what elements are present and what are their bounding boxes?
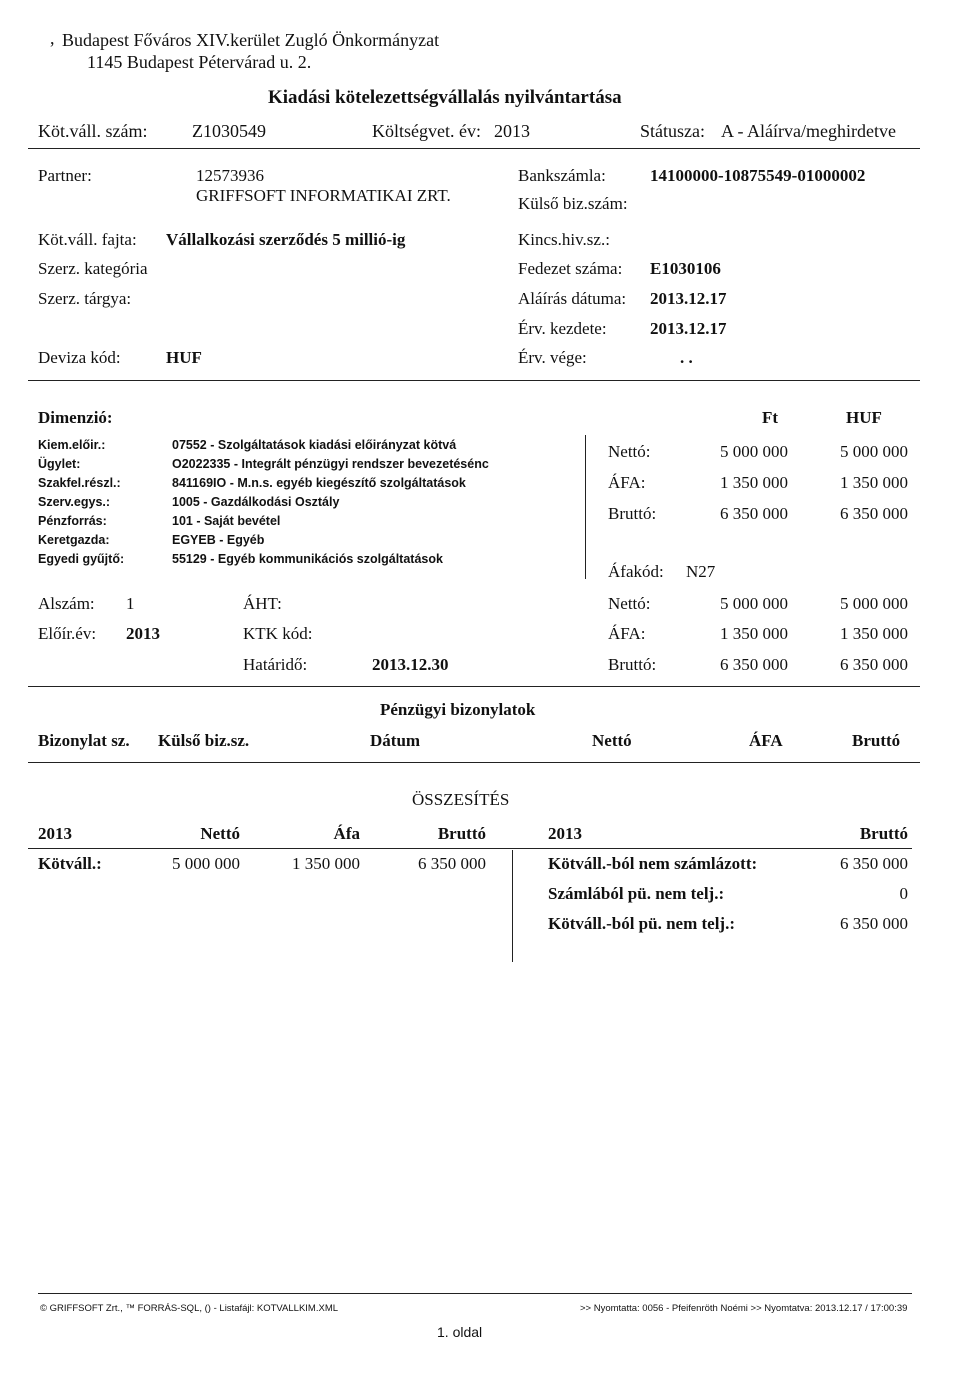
osszesites-col-netto: Nettó — [200, 824, 240, 843]
bullet-mark: , — [50, 28, 55, 48]
fajta-value: Vállalkozási szerződés 5 millió-ig — [166, 230, 406, 249]
erv-vege-value: . . — [680, 348, 693, 367]
footer-left: © GRIFFSOFT Zrt., ™ FORRÁS-SQL, () - Listafájl: KOTVALLKIM.XML — [40, 1303, 339, 1314]
aht-label: ÁHT: — [243, 594, 282, 613]
dimenzio-amount-ft: 5 000 000 — [720, 442, 788, 461]
alszam-amount-label: ÁFA: — [608, 624, 646, 643]
afakod-label: Áfakód: — [608, 562, 664, 581]
osszesites-left-year: 2013 — [38, 824, 72, 843]
dimenzio-key: Ügylet: — [38, 457, 81, 471]
osszesites-col-brutto: Bruttó — [437, 824, 486, 843]
kotvall-szam-value: Z1030549 — [192, 121, 266, 141]
dimenzio-amount-huf: 5 000 000 — [840, 442, 908, 461]
partner-label: Partner: — [38, 166, 92, 185]
kategoria-label: Szerz. kategória — [38, 259, 148, 278]
kincs-label: Kincs.hiv.sz.: — [518, 230, 610, 249]
penzugyi-title: Pénzügyi bizonylatok — [380, 700, 536, 719]
alairas-value: 2013.12.17 — [650, 289, 727, 308]
col-afa: ÁFA — [749, 731, 783, 750]
partner-id: 12573936 — [196, 166, 264, 185]
dimenzio-amount-ft: 6 350 000 — [720, 504, 788, 523]
erv-vege-label: Érv. vége: — [518, 348, 587, 367]
alszam-divider — [28, 686, 920, 687]
col-netto: Nettó — [592, 731, 632, 750]
dimenzio-key: Szerv.egys.: — [38, 495, 111, 509]
koltsegvet-ev-label: Költségvet. év: — [372, 121, 481, 141]
dimenzio-key: Pénzforrás: — [38, 514, 107, 528]
dimenzio-amount-label: ÁFA: — [608, 473, 646, 492]
osszesites-right-label: Számlából pü. nem telj.: — [548, 884, 725, 903]
alairas-label: Aláírás dátuma: — [518, 289, 627, 308]
org-name: , Budapest Főváros XIV.kerület Zugló Önkormányzat — [50, 28, 440, 50]
alszam-amount-huf: 5 000 000 — [840, 594, 908, 613]
page-number: 1. oldal — [437, 1324, 483, 1340]
erv-kezdete-label: Érv. kezdete: — [518, 319, 607, 338]
alszam-amount-ft: 5 000 000 — [720, 594, 788, 613]
hatarido-label: Határidő: — [243, 655, 308, 674]
dimenzio-amount-ft: 1 350 000 — [720, 473, 788, 492]
statusz-label: Státusza: — [640, 121, 705, 141]
penzugyi-divider — [28, 762, 920, 763]
dimenzio-vertical-divider — [585, 435, 586, 579]
osszesites-kotvall-netto: 5 000 000 — [172, 854, 240, 873]
dimenzio-value: 841169IO - M.n.s. egyéb kiegészítő szolgáltatások — [172, 476, 466, 490]
osszesites-header-divider — [28, 848, 912, 849]
page-title: Kiadási kötelezettségvállalás nyilvántartása — [268, 87, 622, 108]
col-kulso-biz: Külső biz.sz. — [158, 731, 250, 750]
targya-label: Szerz. tárgya: — [38, 289, 132, 308]
bankszamla-label: Bankszámla: — [518, 166, 606, 185]
dimenzio-value: 1005 - Gazdálkodási Osztály — [172, 495, 340, 509]
fedezet-label: Fedezet száma: — [518, 259, 623, 278]
col-brutto: Bruttó — [852, 731, 901, 750]
eloir-label: Előír.év: — [38, 624, 97, 643]
hatarido-value: 2013.12.30 — [372, 655, 449, 674]
col-bizonylat: Bizonylat sz. — [38, 731, 130, 750]
footer-divider — [38, 1293, 912, 1294]
erv-kezdete-value: 2013.12.17 — [650, 319, 727, 338]
dimenzio-amount-label: Nettó: — [608, 442, 651, 461]
osszesites-kotvall-brutto: 6 350 000 — [418, 854, 486, 873]
osszesites-col-afa: Áfa — [333, 824, 360, 843]
osszesites-right-label: Kötváll.-ból nem számlázott: — [548, 854, 758, 873]
partner-divider — [28, 380, 920, 381]
fajta-label: Köt.váll. fajta: — [38, 230, 137, 249]
dimenzio-key: Egyedi gyűjtő: — [38, 552, 125, 566]
osszesites-right-col: Bruttó — [859, 824, 908, 843]
alszam-value: 1 — [126, 594, 135, 613]
dimenzio-key: Szakfel.részl.: — [38, 476, 121, 490]
col-huf-header: HUF — [846, 408, 882, 427]
dimenzio-amount-label: Bruttó: — [608, 504, 657, 523]
alszam-amount-label: Bruttó: — [608, 655, 657, 674]
org-address: 1145 Budapest Pétervárad u. 2. — [87, 52, 312, 72]
footer-right: >> Nyomtatta: 0056 - Pfeifenröth Noémi >> Nyomtatva: 2013.12.17 / 17:00:39 — [580, 1303, 908, 1314]
deviza-value: HUF — [166, 348, 202, 367]
bankszamla-value: 14100000-10875549-01000002 — [650, 166, 866, 185]
dimenzio-key: Keretgazda: — [38, 533, 110, 547]
dimenzio-value: EGYEB - Egyéb — [172, 533, 265, 547]
dimenzio-amount-huf: 6 350 000 — [840, 504, 908, 523]
statusz-value: A - Aláírva/meghirdetve — [721, 121, 896, 141]
osszesites-vertical-divider — [512, 850, 513, 962]
alszam-amount-label: Nettó: — [608, 594, 651, 613]
osszesites-title: ÖSSZESÍTÉS — [412, 790, 510, 809]
osszesites-right-label: Kötváll.-ból pü. nem telj.: — [548, 914, 735, 933]
osszesites-right-value: 6 350 000 — [840, 914, 908, 933]
afakod-value: N27 — [686, 562, 716, 581]
col-ft-header: Ft — [762, 408, 779, 427]
osszesites-right-value: 6 350 000 — [840, 854, 908, 873]
dimenzio-value: 07552 - Szolgáltatások kiadási előirányzat kötvá — [172, 438, 457, 452]
deviza-label: Deviza kód: — [38, 348, 121, 367]
dimenzio-key: Kiem.előir.: — [38, 438, 106, 452]
osszesites-right-year: 2013 — [548, 824, 582, 843]
alszam-amount-ft: 6 350 000 — [720, 655, 788, 674]
header-divider — [28, 148, 920, 149]
partner-name: GRIFFSOFT INFORMATIKAI ZRT. — [196, 186, 451, 205]
koltsegvet-ev-value: 2013 — [494, 121, 530, 141]
kotvall-szam-label: Köt.váll. szám: — [38, 121, 148, 141]
ktk-label: KTK kód: — [243, 624, 313, 643]
eloir-value: 2013 — [126, 624, 160, 643]
dimenzio-value: 101 - Saját bevétel — [172, 514, 281, 528]
alszam-amount-huf: 6 350 000 — [840, 655, 908, 674]
kulso-biz-label: Külső biz.szám: — [518, 194, 628, 213]
alszam-amount-huf: 1 350 000 — [840, 624, 908, 643]
osszesites-right-value: 0 — [899, 884, 908, 903]
alszam-label: Alszám: — [38, 594, 95, 613]
dimenzio-label: Dimenzió: — [38, 408, 113, 427]
col-datum: Dátum — [370, 731, 421, 750]
dimenzio-amount-huf: 1 350 000 — [840, 473, 908, 492]
osszesites-kotvall-afa: 1 350 000 — [292, 854, 360, 873]
osszesites-row-label: Kötváll.: — [38, 854, 102, 873]
fedezet-value: E1030106 — [650, 259, 721, 278]
dimenzio-value: 55129 - Egyéb kommunikációs szolgáltatások — [172, 552, 443, 566]
alszam-amount-ft: 1 350 000 — [720, 624, 788, 643]
dimenzio-value: O2022335 - Integrált pénzügyi rendszer bevezetésénc — [172, 457, 489, 471]
